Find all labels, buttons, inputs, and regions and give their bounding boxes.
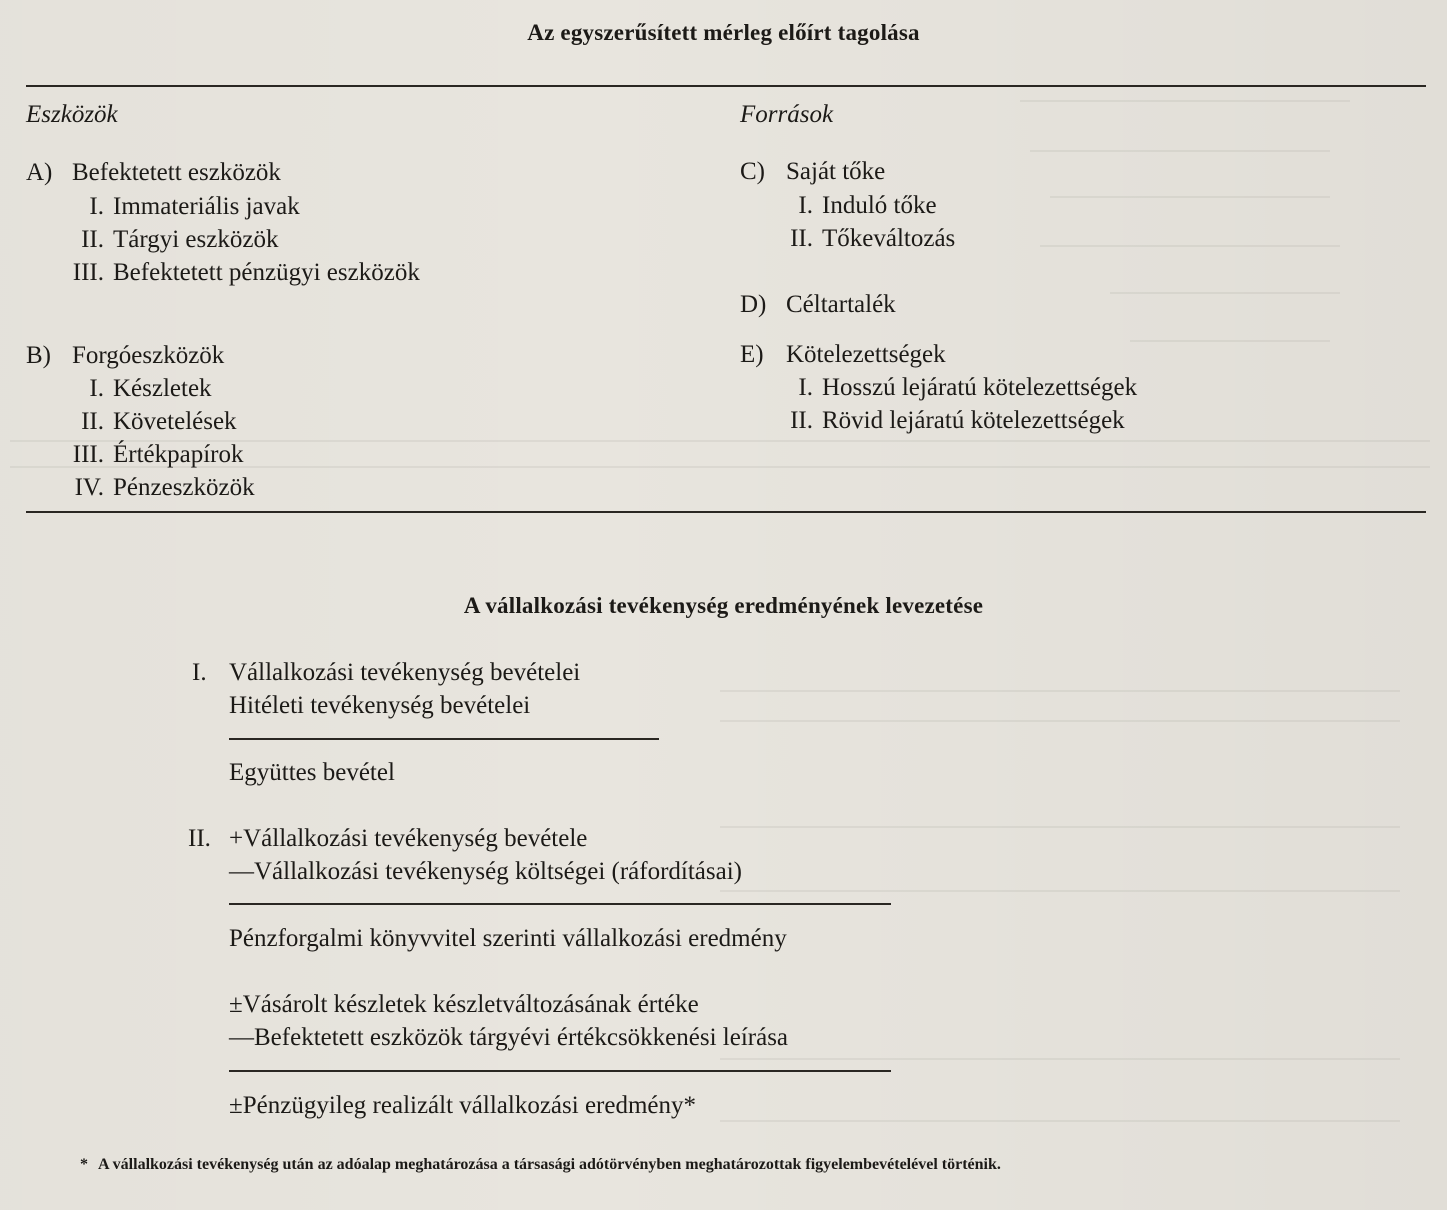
bleed-through-mark (1030, 150, 1330, 152)
item-label: Tárgyi eszközök (113, 226, 279, 253)
bleed-through-mark (720, 1058, 1400, 1060)
item-number: I. (798, 192, 813, 219)
bleed-through-mark (720, 690, 1400, 692)
asset-item (56, 190, 300, 223)
part2-num: II. (188, 825, 211, 852)
part1-sum-rule (229, 738, 659, 740)
section-letter: B) (26, 342, 51, 369)
part1-line2: Hitéleti tevékenység bevételei (229, 692, 531, 719)
bleed-through-mark (720, 720, 1400, 722)
asset-item (56, 223, 278, 256)
part2-line2: —Vállalkozási tevékenység költségei (ráfordításai) (229, 858, 743, 885)
item-number: II. (81, 408, 104, 435)
footnote-text: A vállalkozási tevékenység után az adóalap meghatározása a társasági adótörvényben meghatározottak figyelembevételével történik. (98, 1156, 1001, 1173)
item-number: I. (89, 193, 104, 220)
footnote-mark: * (80, 1156, 88, 1173)
section-label: Céltartalék (786, 291, 896, 318)
asset-item (56, 471, 255, 504)
item-label: Értékpapírok (113, 441, 244, 468)
item-label: Hosszú lejáratú kötelezettségek (822, 374, 1138, 401)
item-number: III. (72, 441, 104, 468)
bleed-through-mark (1130, 340, 1330, 342)
part2-line1: +Vállalkozási tevékenység bevétele (229, 825, 588, 852)
asset-section-a (26, 156, 281, 189)
item-number: I. (89, 375, 104, 402)
assets-heading: Eszközök (26, 101, 118, 128)
bleed-through-mark (1020, 100, 1350, 102)
bleed-through-mark (720, 826, 1400, 828)
item-label: Készletek (113, 375, 212, 402)
balance-sheet-title: Az egyszerűsített mérleg előírt tagolása (527, 20, 920, 45)
footnote (80, 1156, 1001, 1174)
asset-item (56, 256, 420, 289)
section-letter: D) (740, 291, 767, 318)
item-number: III. (72, 259, 104, 286)
bleed-through-mark (1050, 196, 1330, 198)
part2-total-rule (229, 1070, 891, 1072)
section-label: Kötelezettségek (786, 341, 946, 368)
section-letter: C) (740, 158, 765, 185)
part2-total: ±Pénzügyileg realizált vállalkozási eredmény* (229, 1092, 697, 1119)
liability-section-e (740, 338, 946, 371)
section-label: Saját tőke (786, 158, 886, 185)
income-title: A vállalkozási tevékenység eredményének levezetése (463, 593, 984, 618)
top-rule (26, 85, 1426, 87)
section-label: Forgóeszközök (72, 342, 225, 369)
liability-section-c (740, 155, 885, 188)
asset-item (56, 405, 237, 438)
bleed-through-mark (720, 1120, 1400, 1122)
liability-section-d (740, 288, 896, 321)
item-number: II. (790, 225, 813, 252)
item-label: Rövid lejáratú kötelezettségek (822, 407, 1125, 434)
item-number: II. (81, 226, 104, 253)
item-label: Pénzeszközök (113, 474, 255, 501)
item-number: II. (790, 407, 813, 434)
bleed-through-mark (1040, 245, 1340, 247)
asset-section-b (26, 339, 224, 372)
section-letter: E) (740, 341, 764, 368)
part1-line1: Vállalkozási tevékenység bevételei (229, 659, 581, 686)
asset-item (56, 438, 244, 471)
liability-item (765, 222, 955, 255)
liability-item (765, 189, 937, 222)
part1-total: Együttes bevétel (229, 759, 395, 786)
part2-line4: —Befektetett eszközök tárgyévi értékcsökkenési leírása (229, 1024, 789, 1051)
item-number: IV. (74, 474, 104, 501)
bleed-through-mark (1110, 292, 1340, 294)
item-label: Immateriális javak (113, 193, 300, 220)
part1-num: I. (192, 659, 207, 686)
section-label: Befektetett eszközök (72, 159, 281, 186)
part2-subtotal: Pénzforgalmi könyvvitel szerinti vállalkozási eredmény (229, 925, 787, 952)
item-label: Tőkeváltozás (822, 225, 956, 252)
asset-item (56, 372, 212, 405)
item-label: Követelések (113, 408, 237, 435)
liabilities-heading: Források (740, 101, 834, 128)
item-label: Befektetett pénzügyi eszközök (113, 259, 420, 286)
item-number: I. (798, 374, 813, 401)
part2-subtotal-rule (229, 903, 891, 905)
part2-line3: ±Vásárolt készletek készletváltozásának értéke (229, 991, 699, 1018)
item-label: Induló tőke (822, 192, 937, 219)
bleed-through-mark (720, 890, 1400, 892)
bottom-rule (26, 511, 1426, 513)
liability-item (765, 404, 1125, 437)
section-letter: A) (26, 159, 53, 186)
liability-item (765, 371, 1137, 404)
